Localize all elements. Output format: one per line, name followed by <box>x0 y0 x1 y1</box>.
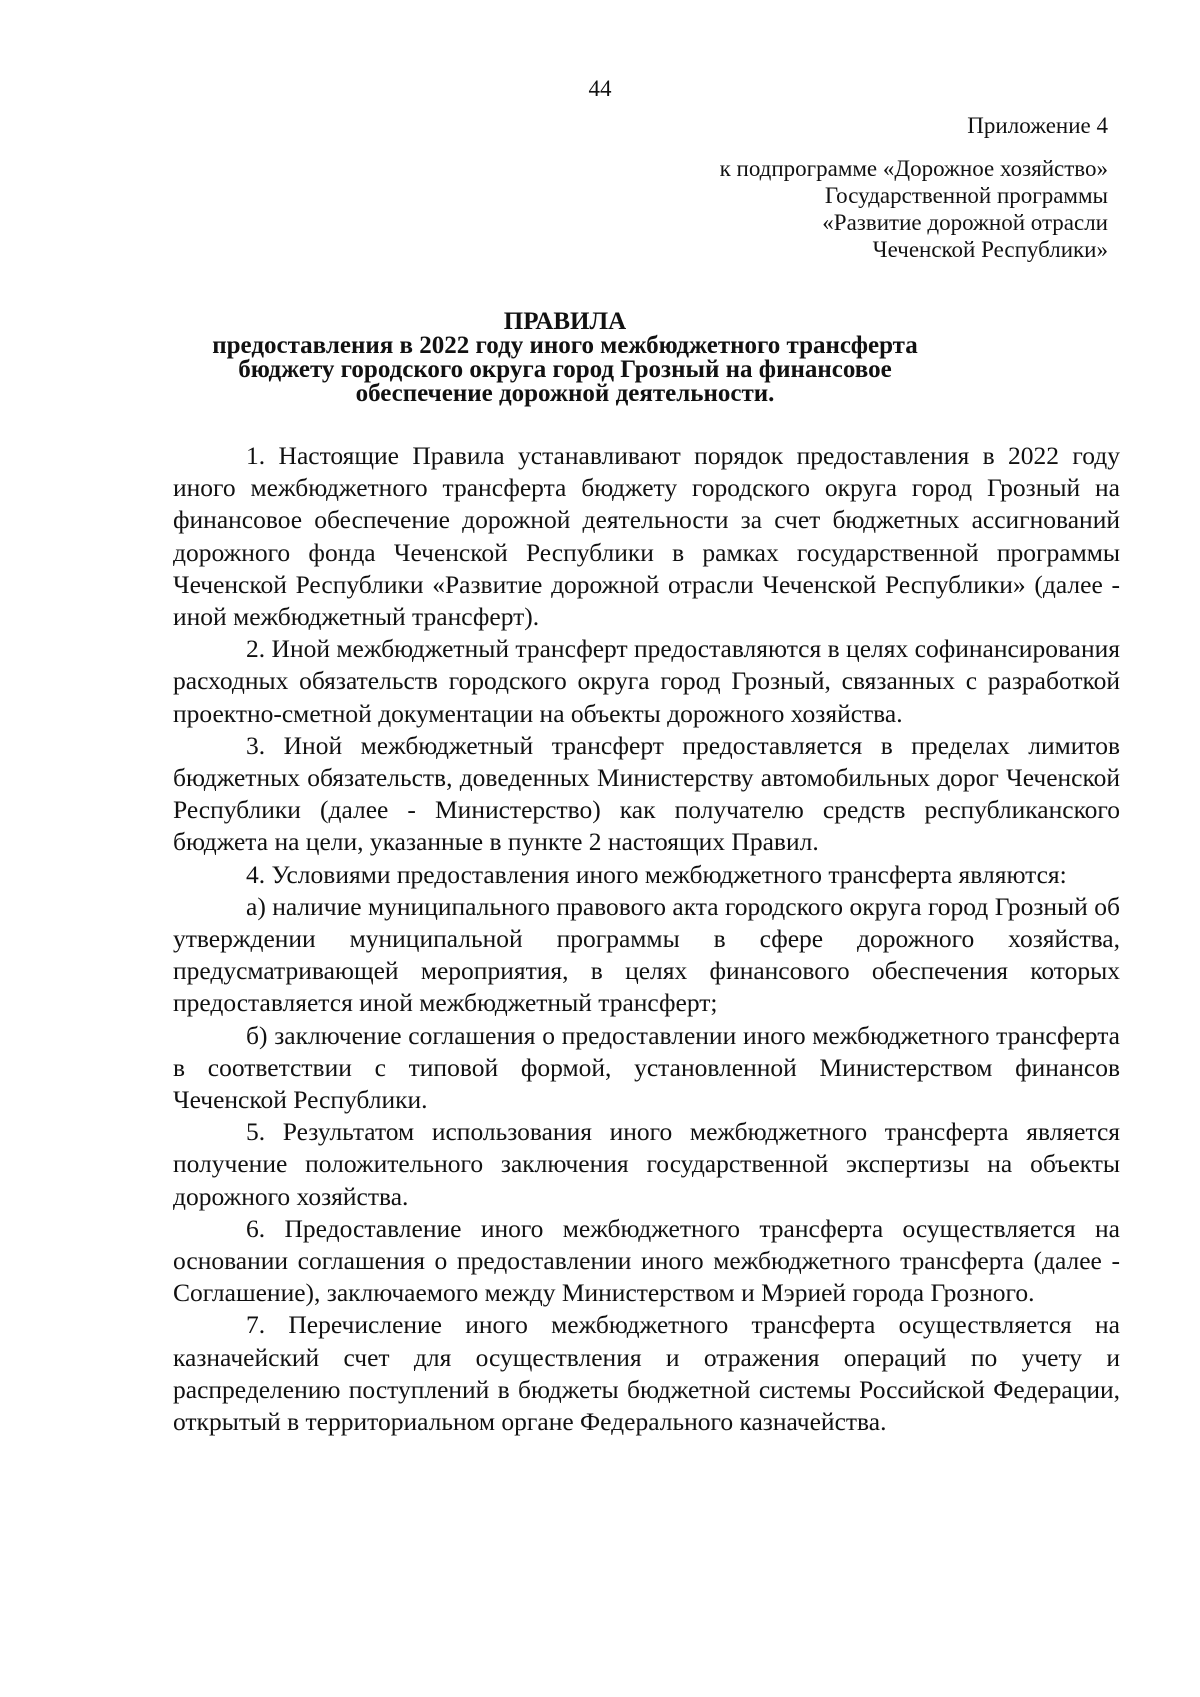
document-header <box>150 310 980 406</box>
appendix-line: Чеченской Республики» <box>872 237 1108 262</box>
document-subtitle-line: предоставления в 2022 году иного межбюджетного трансферта <box>212 332 918 359</box>
paragraph-5: 5. Результатом использования иного межбюджетного трансферта является получение положительного заключения государственной экспертизы на объекты дорожного хозяйства. <box>173 1117 1120 1211</box>
document-body <box>173 440 1120 1438</box>
paragraph-4a: а) наличие муниципального правового акта городского округа город Грозный об утверждении муниципальной программы в сфере дорожного хозяйства, предусматривающей мероприятия, в целях финансового обеспечения которых предоставляется иной межбюджетный трансферт; <box>173 891 1120 1018</box>
appendix-block <box>508 112 1108 263</box>
appendix-line: к подпрограмме «Дорожное хозяйство» <box>719 156 1108 181</box>
paragraph-7: 7. Перечисление иного межбюджетного трансферта осуществляется на казначейский счет для осуществления и отражения операций по учету и распределению поступлений в бюджеты бюджетной системы Российской Федерации, открытый в территориальном органе Федерального казначейства. <box>173 1310 1120 1437</box>
paragraph-6: 6. Предоставление иного межбюджетного трансферта осуществляется на основании соглашения о предоставлении иного межбюджетного трансферта (далее - Соглашение), заключаемого между Министерством и Мэрией города Грозного. <box>173 1213 1120 1308</box>
document-subtitle-line: бюджету городского округа город Грозный на финансовое <box>238 356 892 383</box>
page-number: 44 <box>588 76 612 101</box>
appendix-line: «Развитие дорожной отрасли <box>822 210 1108 235</box>
document-subtitle-line: обеспечение дорожной деятельности. <box>355 380 775 407</box>
paragraph-3: 3. Иной межбюджетный трансферт предоставляется в пределах лимитов бюджетных обязательств, доведенных Министерству автомобильных дорог Чеченской Республики (далее - Министерство) как получателю средств республиканского бюджета на цели, указанные в пункте 2 настоящих Правил. <box>173 730 1120 857</box>
document-title: ПРАВИЛА <box>503 308 627 335</box>
appendix-title: Приложение 4 <box>967 113 1108 138</box>
appendix-line: Государственной программы <box>824 183 1108 208</box>
paragraph-1: 1. Настоящие Правила устанавливают порядок предоставления в 2022 году иного межбюджетного трансферта бюджету городского округа город Грозный на финансовое обеспечение дорожной деятельности за счет бюджетных ассигнований дорожного фонда Чеченской Республики в рамках государственной программы Чеченской Республики «Развитие дорожной отрасли Чеченской Республики» (далее - иной межбюджетный трансферт). <box>173 441 1120 632</box>
paragraph-4b: б) заключение соглашения о предоставлении иного межбюджетного трансферта в соответствии с типовой формой, установленной Министерством финансов Чеченской Республики. <box>173 1020 1120 1115</box>
paragraph-4: 4. Условиями предоставления иного межбюджетного трансферта являются: <box>246 859 1067 889</box>
paragraph-2: 2. Иной межбюджетный трансферт предоставляются в целях софинансирования расходных обязательств городского округа город Грозный, связанных с разработкой проектно-сметной документации на объекты дорожного хозяйства. <box>173 634 1120 728</box>
